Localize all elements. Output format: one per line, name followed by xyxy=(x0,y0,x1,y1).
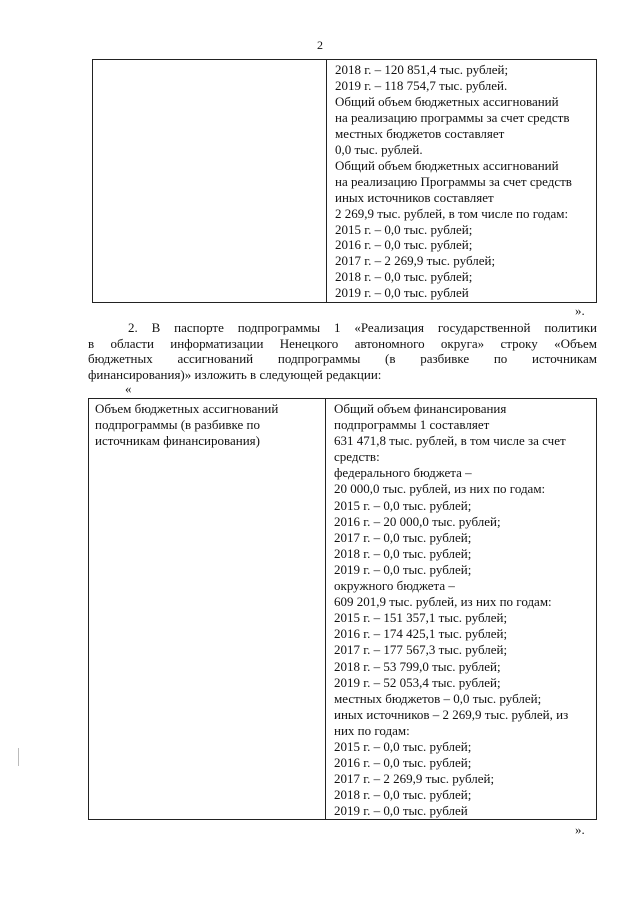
page-number: 2 xyxy=(317,38,323,52)
text-line: 2019 г. – 0,0 тыс. рублей; xyxy=(334,561,472,577)
margin-mark xyxy=(18,748,19,766)
table-cell-left-empty xyxy=(93,60,327,303)
text-lines xyxy=(335,62,593,301)
table-cell-right xyxy=(326,399,597,820)
paragraph-line: в области информатизации Ненецкого автономного округа» строку «Объем xyxy=(88,335,597,351)
text-line: на реализацию Программы за счет средств xyxy=(335,173,572,189)
text-line: местных бюджетов – 0,0 тыс. рублей; xyxy=(334,690,542,706)
text-line: иных источников – 2 269,9 тыс. рублей, из xyxy=(334,706,569,722)
text-line: 2017 г. – 2 269,9 тыс. рублей; xyxy=(334,771,495,787)
text-line: Общий объем бюджетных ассигнований xyxy=(335,157,559,173)
closing-quote-1: ». xyxy=(575,303,585,318)
text-line: 0,0 тыс. рублей. xyxy=(335,141,423,157)
table-budget xyxy=(88,398,597,820)
text-line: 2016 г. – 0,0 тыс. рублей; xyxy=(335,237,473,253)
text-line: 2015 г. – 0,0 тыс. рублей; xyxy=(334,738,472,754)
text-line: подпрограммы (в разбивке по xyxy=(95,417,260,433)
opening-quote: « xyxy=(125,381,132,396)
text-line: 2016 г. – 0,0 тыс. рублей; xyxy=(334,755,472,771)
table-row xyxy=(89,399,597,820)
text-line: 2018 г. – 0,0 тыс. рублей; xyxy=(334,787,472,803)
text-line: них по годам: xyxy=(334,722,410,738)
text-line: 2015 г. – 151 357,1 тыс. рублей; xyxy=(334,610,508,626)
text-line: федерального бюджета – xyxy=(334,465,472,481)
amendment-paragraph xyxy=(88,320,597,383)
closing-quote-2: ». xyxy=(575,822,585,837)
text-line: 2016 г. – 20 000,0 тыс. рублей; xyxy=(334,513,501,529)
text-line: 2017 г. – 0,0 тыс. рублей; xyxy=(334,529,472,545)
text-line: 20 000,0 тыс. рублей, из них по годам: xyxy=(334,481,546,497)
text-line: иных источников составляет xyxy=(335,189,494,205)
table-row xyxy=(93,60,597,303)
text-line: 2018 г. – 120 851,4 тыс. рублей; xyxy=(335,62,509,77)
text-lines xyxy=(95,401,321,449)
text-line: 631 471,8 тыс. рублей, в том числе за счет xyxy=(334,433,566,449)
text-line: на реализацию программы за счет средств xyxy=(335,109,570,125)
text-line: Объем бюджетных ассигнований xyxy=(95,401,279,416)
table-continued xyxy=(92,59,597,303)
text-line: 2016 г. – 174 425,1 тыс. рублей; xyxy=(334,626,508,642)
text-line: Общий объем бюджетных ассигнований xyxy=(335,93,559,109)
text-line: Общий объем финансирования xyxy=(334,401,507,416)
text-lines xyxy=(334,401,593,819)
text-line: 2019 г. – 118 754,7 тыс. рублей. xyxy=(335,77,508,93)
text-line: окружного бюджета – xyxy=(334,578,455,594)
text-line: источникам финансирования) xyxy=(95,433,260,449)
text-line: средств: xyxy=(334,449,380,465)
paragraph-line: финансирования)» изложить в следующей редакции: xyxy=(88,367,382,383)
text-line: 2015 г. – 0,0 тыс. рублей; xyxy=(335,221,473,237)
text-line: 609 201,9 тыс. рублей, из них по годам: xyxy=(334,594,552,610)
paragraph-line: бюджетных ассигнований подпрограммы (в разбивке по источникам xyxy=(88,351,597,367)
table-cell-left xyxy=(89,399,326,820)
paragraph-line: 2. В паспорте подпрограммы 1 «Реализация государственной политики xyxy=(128,320,597,335)
table-cell-right xyxy=(327,60,597,303)
text-line: 2019 г. – 0,0 тыс. рублей xyxy=(335,285,469,301)
text-line: 2018 г. – 0,0 тыс. рублей; xyxy=(335,269,473,285)
text-line: 2017 г. – 2 269,9 тыс. рублей; xyxy=(335,253,496,269)
text-line: 2015 г. – 0,0 тыс. рублей; xyxy=(334,497,472,513)
text-line: подпрограммы 1 составляет xyxy=(334,417,490,433)
text-line: 2 269,9 тыс. рублей, в том числе по годам: xyxy=(335,205,569,221)
text-line: местных бюджетов составляет xyxy=(335,125,505,141)
text-line: 2019 г. – 0,0 тыс. рублей xyxy=(334,803,468,819)
text-line: 2017 г. – 177 567,3 тыс. рублей; xyxy=(334,642,508,658)
text-line: 2018 г. – 53 799,0 тыс. рублей; xyxy=(334,658,501,674)
text-line: 2018 г. – 0,0 тыс. рублей; xyxy=(334,545,472,561)
text-line: 2019 г. – 52 053,4 тыс. рублей; xyxy=(334,674,501,690)
